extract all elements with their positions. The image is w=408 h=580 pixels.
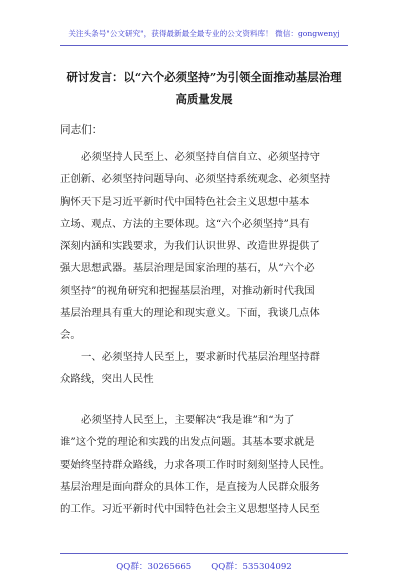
paragraph-section-1 (60, 409, 350, 520)
text-line: 强大思想武器。基层治理是国家治理的基石，从“六个必 (60, 262, 315, 275)
document-title (60, 66, 348, 110)
text-line: 会。 (60, 329, 81, 342)
document-footer (0, 560, 408, 572)
paragraph-intro (60, 146, 350, 347)
document-header (0, 0, 408, 52)
text-line: 谁”这个党的理论和实践的出发点问题。其基本要求就是 (60, 436, 315, 449)
greeting: 同志们： (60, 124, 103, 136)
footer-qq-group-2: QQ群：535304092 (211, 562, 292, 572)
footer-divider (60, 553, 348, 554)
section-heading-1 (60, 346, 350, 391)
text-line: 基层治理具有重大的理论和现实意义。下面，我谈几点体 (60, 307, 320, 320)
footer-qq-group-1: QQ群：30265665 (116, 562, 192, 572)
text-line: 正创新、必须坚持问题导向、必须坚持系统观念、必须坚持 (60, 173, 331, 186)
text-line: 一、必须坚持人民至上，要求新时代基层治理坚持群 (81, 351, 320, 363)
text-line: 胸怀天下是习近平新时代中国特色社会主义思想中基本 (60, 195, 310, 208)
title-line-2: 高质量发展 (175, 92, 233, 106)
text-line: 众路线，突出人民性 (60, 373, 154, 386)
text-line: 深刻内涵和实践要求，为我们认识世界、改造世界提供了 (60, 240, 320, 253)
text-line: 立场、观点、方法的主要体现。这“六个必须坚持”具有 (60, 217, 310, 230)
text-line: 的工作。习近平新时代中国特色社会主义思想坚持人民至 (60, 503, 320, 516)
text-line: 基层治理是面向群众的具体工作，是直接为人民群众服务 (60, 480, 320, 493)
text-line: 必须坚持人民至上、必须坚持自信自立、必须坚持守 (81, 151, 320, 163)
header-divider (60, 45, 348, 46)
title-line-1: 研讨发言：以“六个必须坚持”为引领全面推动基层治理 (66, 70, 342, 84)
header-promo-text: 关注头条号"公文研究"，获得最新最全最专业的公文资料库！ 微信：gongwenyj (68, 29, 340, 38)
text-line: 须坚持”的视角研究和把握基层治理，对推动新时代我国 (60, 284, 315, 297)
text-line: 必须坚持人民至上，主要解决“我是谁”和“为了 (81, 414, 295, 426)
text-line: 要始终坚持群众路线，力求各项工作时时刻刻坚持人民性。 (60, 458, 331, 471)
